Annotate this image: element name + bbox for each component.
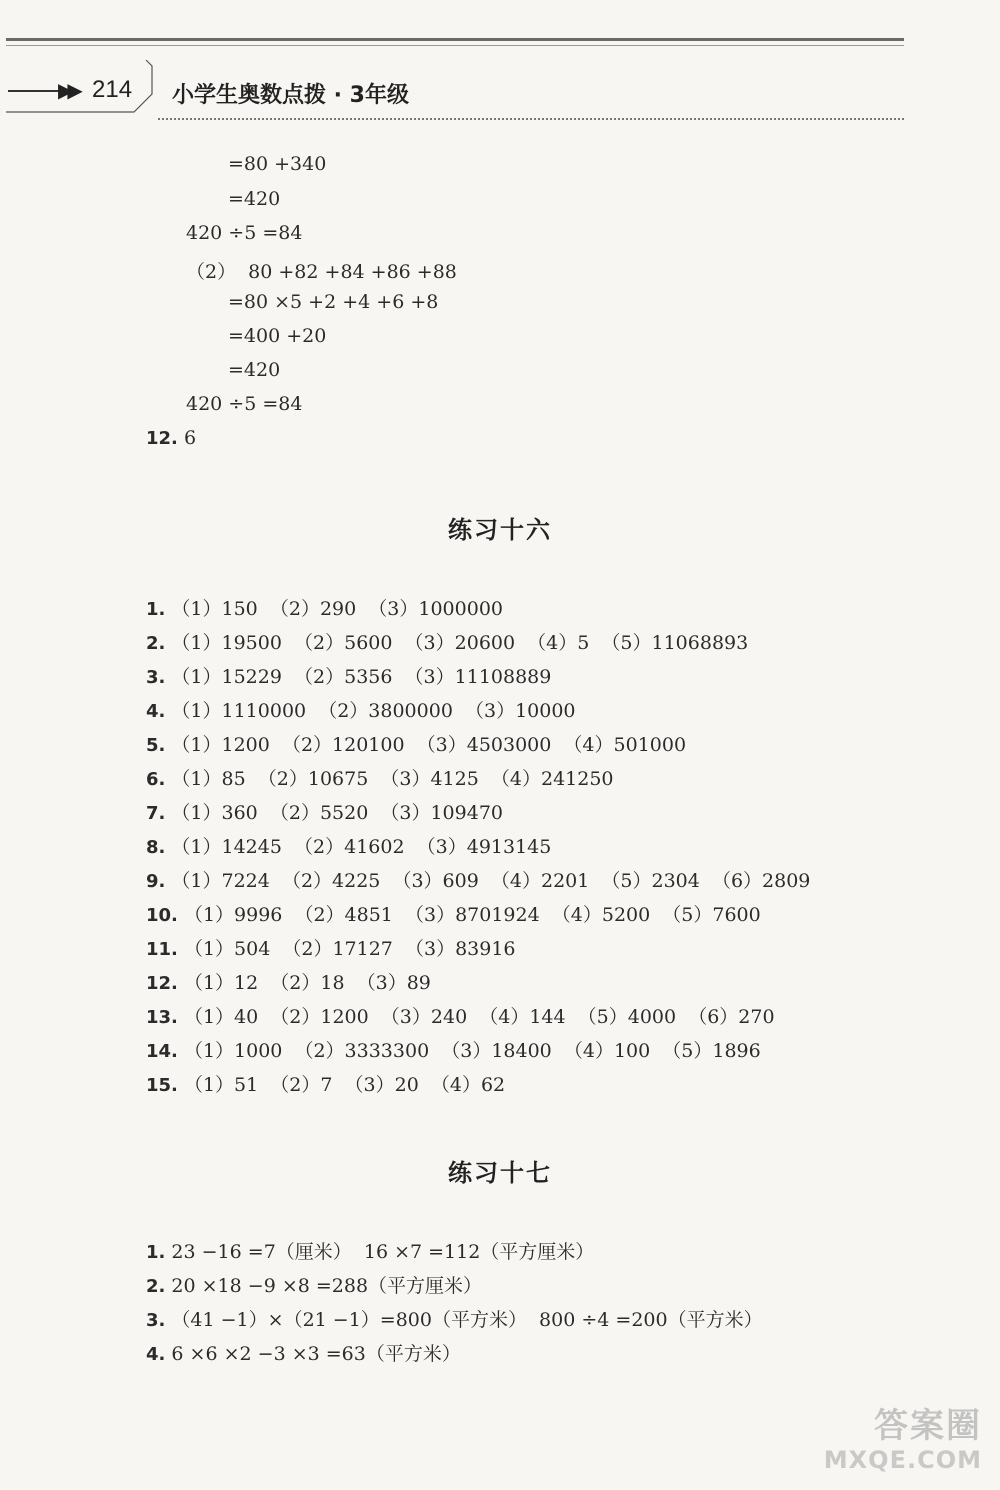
item-text: （1）85 （2）10675 （3）4125 （4）241250 bbox=[171, 768, 614, 790]
answer-line bbox=[146, 1305, 763, 1332]
arrow-line bbox=[8, 90, 60, 92]
item-text: （1）15229 （2）5356 （3）11108889 bbox=[171, 666, 552, 688]
item-text: =400 +20 bbox=[228, 325, 327, 347]
item-text: （1）14245 （2）41602 （3）4913145 bbox=[171, 836, 552, 858]
item-text: （41 −1）×（21 −1）=800（平方米） 800 ÷4 =200（平方米） bbox=[171, 1309, 763, 1331]
item-number: 2. bbox=[146, 633, 166, 654]
item-text: （1）1110000 （2）3800000 （3）10000 bbox=[171, 700, 576, 722]
item-text: 23 −16 =7（厘米） 16 ×7 =112（平方厘米） bbox=[171, 1241, 595, 1263]
item-text: 6 bbox=[183, 427, 197, 449]
item-number: 13. bbox=[146, 1007, 178, 1028]
answer-line bbox=[186, 222, 302, 244]
header-rule bbox=[6, 38, 904, 41]
answer-line bbox=[146, 1271, 482, 1298]
watermark-logo bbox=[792, 1398, 982, 1478]
item-text: （1）9996 （2）4851 （3）8701924 （4）5200 （5）7600 bbox=[183, 904, 761, 926]
answer-line bbox=[228, 153, 326, 175]
item-number: 1. bbox=[146, 1242, 166, 1263]
item-text: =80 ×5 +2 +4 +6 +8 bbox=[228, 291, 439, 313]
item-text: =420 bbox=[228, 188, 281, 210]
item-number: 8. bbox=[146, 837, 166, 858]
item-number: 12. bbox=[146, 428, 178, 449]
answer-line bbox=[146, 628, 748, 655]
answer-line bbox=[146, 798, 503, 825]
item-number: 9. bbox=[146, 871, 166, 892]
item-number: 15. bbox=[146, 1075, 178, 1096]
answer-line bbox=[146, 1002, 775, 1029]
item-number: 11. bbox=[146, 939, 178, 960]
answer-line bbox=[146, 594, 503, 621]
item-text: （1）51 （2）7 （3）20 （4）62 bbox=[183, 1074, 506, 1096]
answer-line bbox=[146, 662, 551, 689]
answer-line bbox=[228, 325, 326, 347]
answer-line bbox=[146, 427, 196, 449]
item-number: 1. bbox=[146, 599, 166, 620]
item-number: 4. bbox=[146, 701, 166, 722]
answer-line bbox=[146, 1339, 461, 1366]
item-text: （2） 80 +82 +84 +86 +88 bbox=[186, 261, 457, 283]
item-number: 4. bbox=[146, 1344, 166, 1365]
item-text: 420 ÷5 =84 bbox=[186, 222, 303, 244]
section-title-17: 练习十七 bbox=[448, 1159, 552, 1187]
item-number: 2. bbox=[146, 1276, 166, 1297]
answer-line bbox=[228, 359, 280, 381]
answer-line bbox=[146, 730, 686, 757]
item-text: （1）150 （2）290 （3）1000000 bbox=[171, 598, 503, 620]
item-text: （1）19500 （2）5600 （3）20600 （4）5 （5）11068893 bbox=[171, 632, 749, 654]
answer-line bbox=[146, 968, 431, 995]
item-text: 20 ×18 −9 ×8 =288（平方厘米） bbox=[171, 1275, 483, 1297]
item-number: 3. bbox=[146, 1310, 166, 1331]
item-number: 3. bbox=[146, 667, 166, 688]
watermark-brand: 答案圈 bbox=[874, 1406, 982, 1446]
answer-line bbox=[146, 832, 551, 859]
item-text: （1）1000 （2）3333300 （3）18400 （4）100 （5）1896 bbox=[183, 1040, 761, 1062]
answer-line bbox=[146, 1237, 594, 1264]
header-dotted-rule bbox=[158, 118, 904, 120]
item-text: 6 ×6 ×2 −3 ×3 =63（平方米） bbox=[171, 1343, 461, 1365]
item-number: 14. bbox=[146, 1041, 178, 1062]
section-title-16: 练习十六 bbox=[448, 516, 552, 544]
answer-line bbox=[146, 1070, 505, 1097]
page-tab-outline bbox=[6, 60, 156, 114]
answer-line bbox=[146, 1036, 761, 1063]
page-number: 214 bbox=[92, 76, 133, 103]
item-text: 420 ÷5 =84 bbox=[186, 393, 303, 415]
double-arrow-icon: ▶▶ bbox=[58, 78, 77, 102]
answer-line bbox=[228, 291, 438, 313]
item-text: （1）12 （2）18 （3）89 bbox=[183, 972, 431, 994]
item-text: （1）504 （2）17127 （3）83916 bbox=[183, 938, 516, 960]
item-number: 6. bbox=[146, 769, 166, 790]
book-title: 小学生奥数点拨 · 3年级 bbox=[172, 83, 409, 108]
item-number: 7. bbox=[146, 803, 166, 824]
watermark-url: MXQE.COM bbox=[823, 1446, 982, 1474]
answer-line bbox=[146, 696, 576, 723]
answer-line bbox=[186, 257, 457, 284]
item-number: 10. bbox=[146, 905, 178, 926]
item-text: （1）40 （2）1200 （3）240 （4）144 （5）4000 （6）270 bbox=[183, 1006, 775, 1028]
item-number: 5. bbox=[146, 735, 166, 756]
answer-line bbox=[186, 393, 302, 415]
page-header bbox=[0, 60, 1000, 120]
item-number: 12. bbox=[146, 973, 178, 994]
answer-line bbox=[146, 934, 516, 961]
answer-line bbox=[228, 188, 280, 210]
answer-line bbox=[146, 764, 614, 791]
item-text: =420 bbox=[228, 359, 281, 381]
item-text: （1）1200 （2）120100 （3）4503000 （4）501000 bbox=[171, 734, 687, 756]
item-text: （1）7224 （2）4225 （3）609 （4）2201 （5）2304 （6）2809 bbox=[171, 870, 811, 892]
item-text: （1）360 （2）5520 （3）109470 bbox=[171, 802, 503, 824]
answer-line bbox=[146, 866, 810, 893]
item-text: =80 +340 bbox=[228, 153, 327, 175]
header-rule-thin bbox=[6, 45, 904, 46]
answer-line bbox=[146, 900, 761, 927]
